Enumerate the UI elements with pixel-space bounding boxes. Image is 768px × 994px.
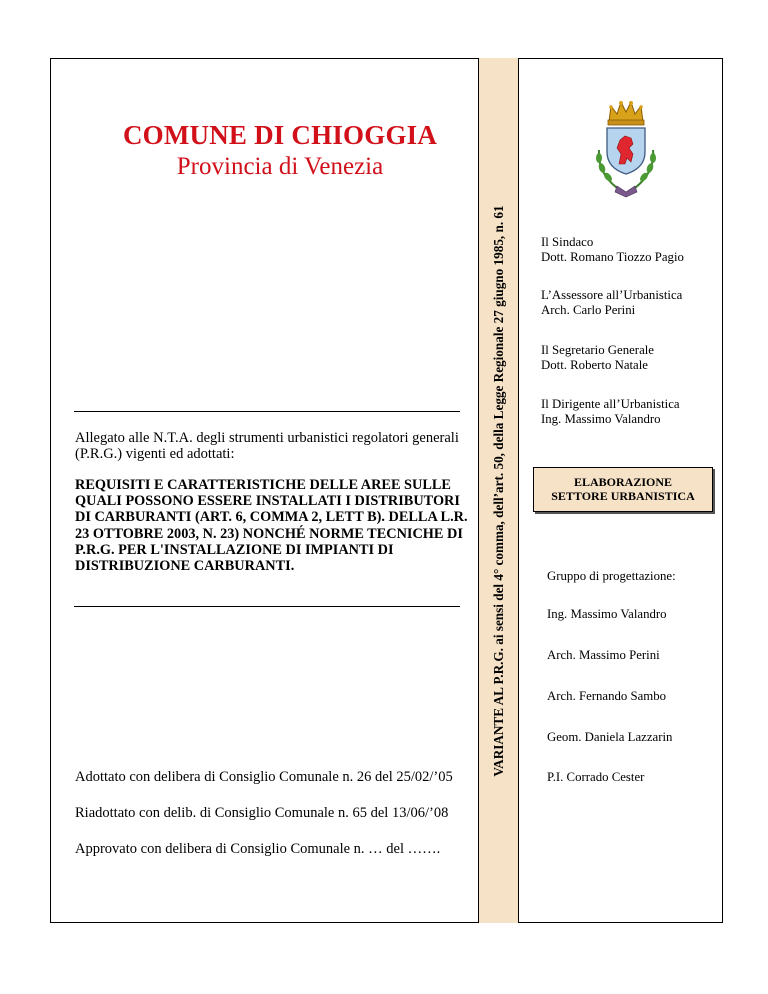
- team-member: P.I. Corrado Cester: [547, 770, 645, 784]
- divider-bottom: [74, 606, 460, 607]
- elaborazione-line1: ELABORAZIONE: [573, 475, 673, 489]
- vertical-banner-text: VARIANTE AL P.R.G. ai sensi del 4° comma, dell’art. 50, della Legge Regionale 27 giugno 1985, n. 61: [490, 204, 506, 777]
- signatory-role: L’Assessore all’Urbanistica: [541, 288, 683, 302]
- signatory-role: Il Dirigente all’Urbanistica: [541, 397, 680, 411]
- team-member: Arch. Fernando Sambo: [547, 689, 667, 703]
- team-member: Ing. Massimo Valandro: [547, 607, 667, 621]
- elaborazione-box: [533, 467, 713, 512]
- comune-title: COMUNE DI CHIOGGIA: [122, 120, 438, 150]
- document-title: REQUISITI E CARATTERISTICHE DELLE AREE SULLE QUALI POSSONO ESSERE INSTALLATI I DISTRIBUTORI DI CARBURANTI (ART. 6, COMMA 2, LETT B). DELLA L.R. 23 OTTOBRE 2003, N. 23) NONCHÉ NORME TECNICHE DI P.R.G. PER L'INSTALLAZIONE DI IMPIANTI DI DISTRIBUZIONE CARBURANTI.: [75, 477, 468, 575]
- approvato-line: Approvato con delibera di Consiglio Comunale n. … del …….: [75, 841, 441, 857]
- signatory-role: Il Segretario Generale: [541, 343, 654, 357]
- elaborazione-line2: SETTORE URBANISTICA: [551, 489, 695, 503]
- team-member: Geom. Daniela Lazzarin: [547, 730, 673, 744]
- signatory-sindaco: [541, 235, 684, 264]
- vertical-banner: [478, 58, 519, 923]
- provincia-subtitle: Provincia di Venezia: [176, 153, 384, 180]
- signatory-dirigente: [541, 397, 680, 426]
- signatory-name: Dott. Roberto Natale: [541, 357, 648, 372]
- adottato-line: Adottato con delibera di Consiglio Comunale n. 26 del 25/02/’05: [75, 769, 453, 785]
- coat-of-arms-icon: [583, 100, 669, 200]
- gruppo-heading: Gruppo di progettazione:: [547, 569, 676, 583]
- team-member: Arch. Massimo Perini: [547, 648, 660, 662]
- signatory-role: Il Sindaco: [541, 235, 594, 249]
- signatory-assessore: [541, 288, 682, 317]
- divider-top: [74, 411, 460, 412]
- signatory-name: Ing. Massimo Valandro: [541, 411, 661, 426]
- signatory-name: Arch. Carlo Perini: [541, 302, 636, 317]
- signatory-name: Dott. Romano Tiozzo Pagio: [541, 249, 684, 264]
- allegato-text: Allegato alle N.T.A. degli strumenti urbanistici regolatori generali (P.R.G.) vigenti ed adottati:: [75, 430, 459, 462]
- riadottato-line: Riadottato con delib. di Consiglio Comunale n. 65 del 13/06/’08: [75, 805, 449, 821]
- signatory-segretario: [541, 343, 654, 372]
